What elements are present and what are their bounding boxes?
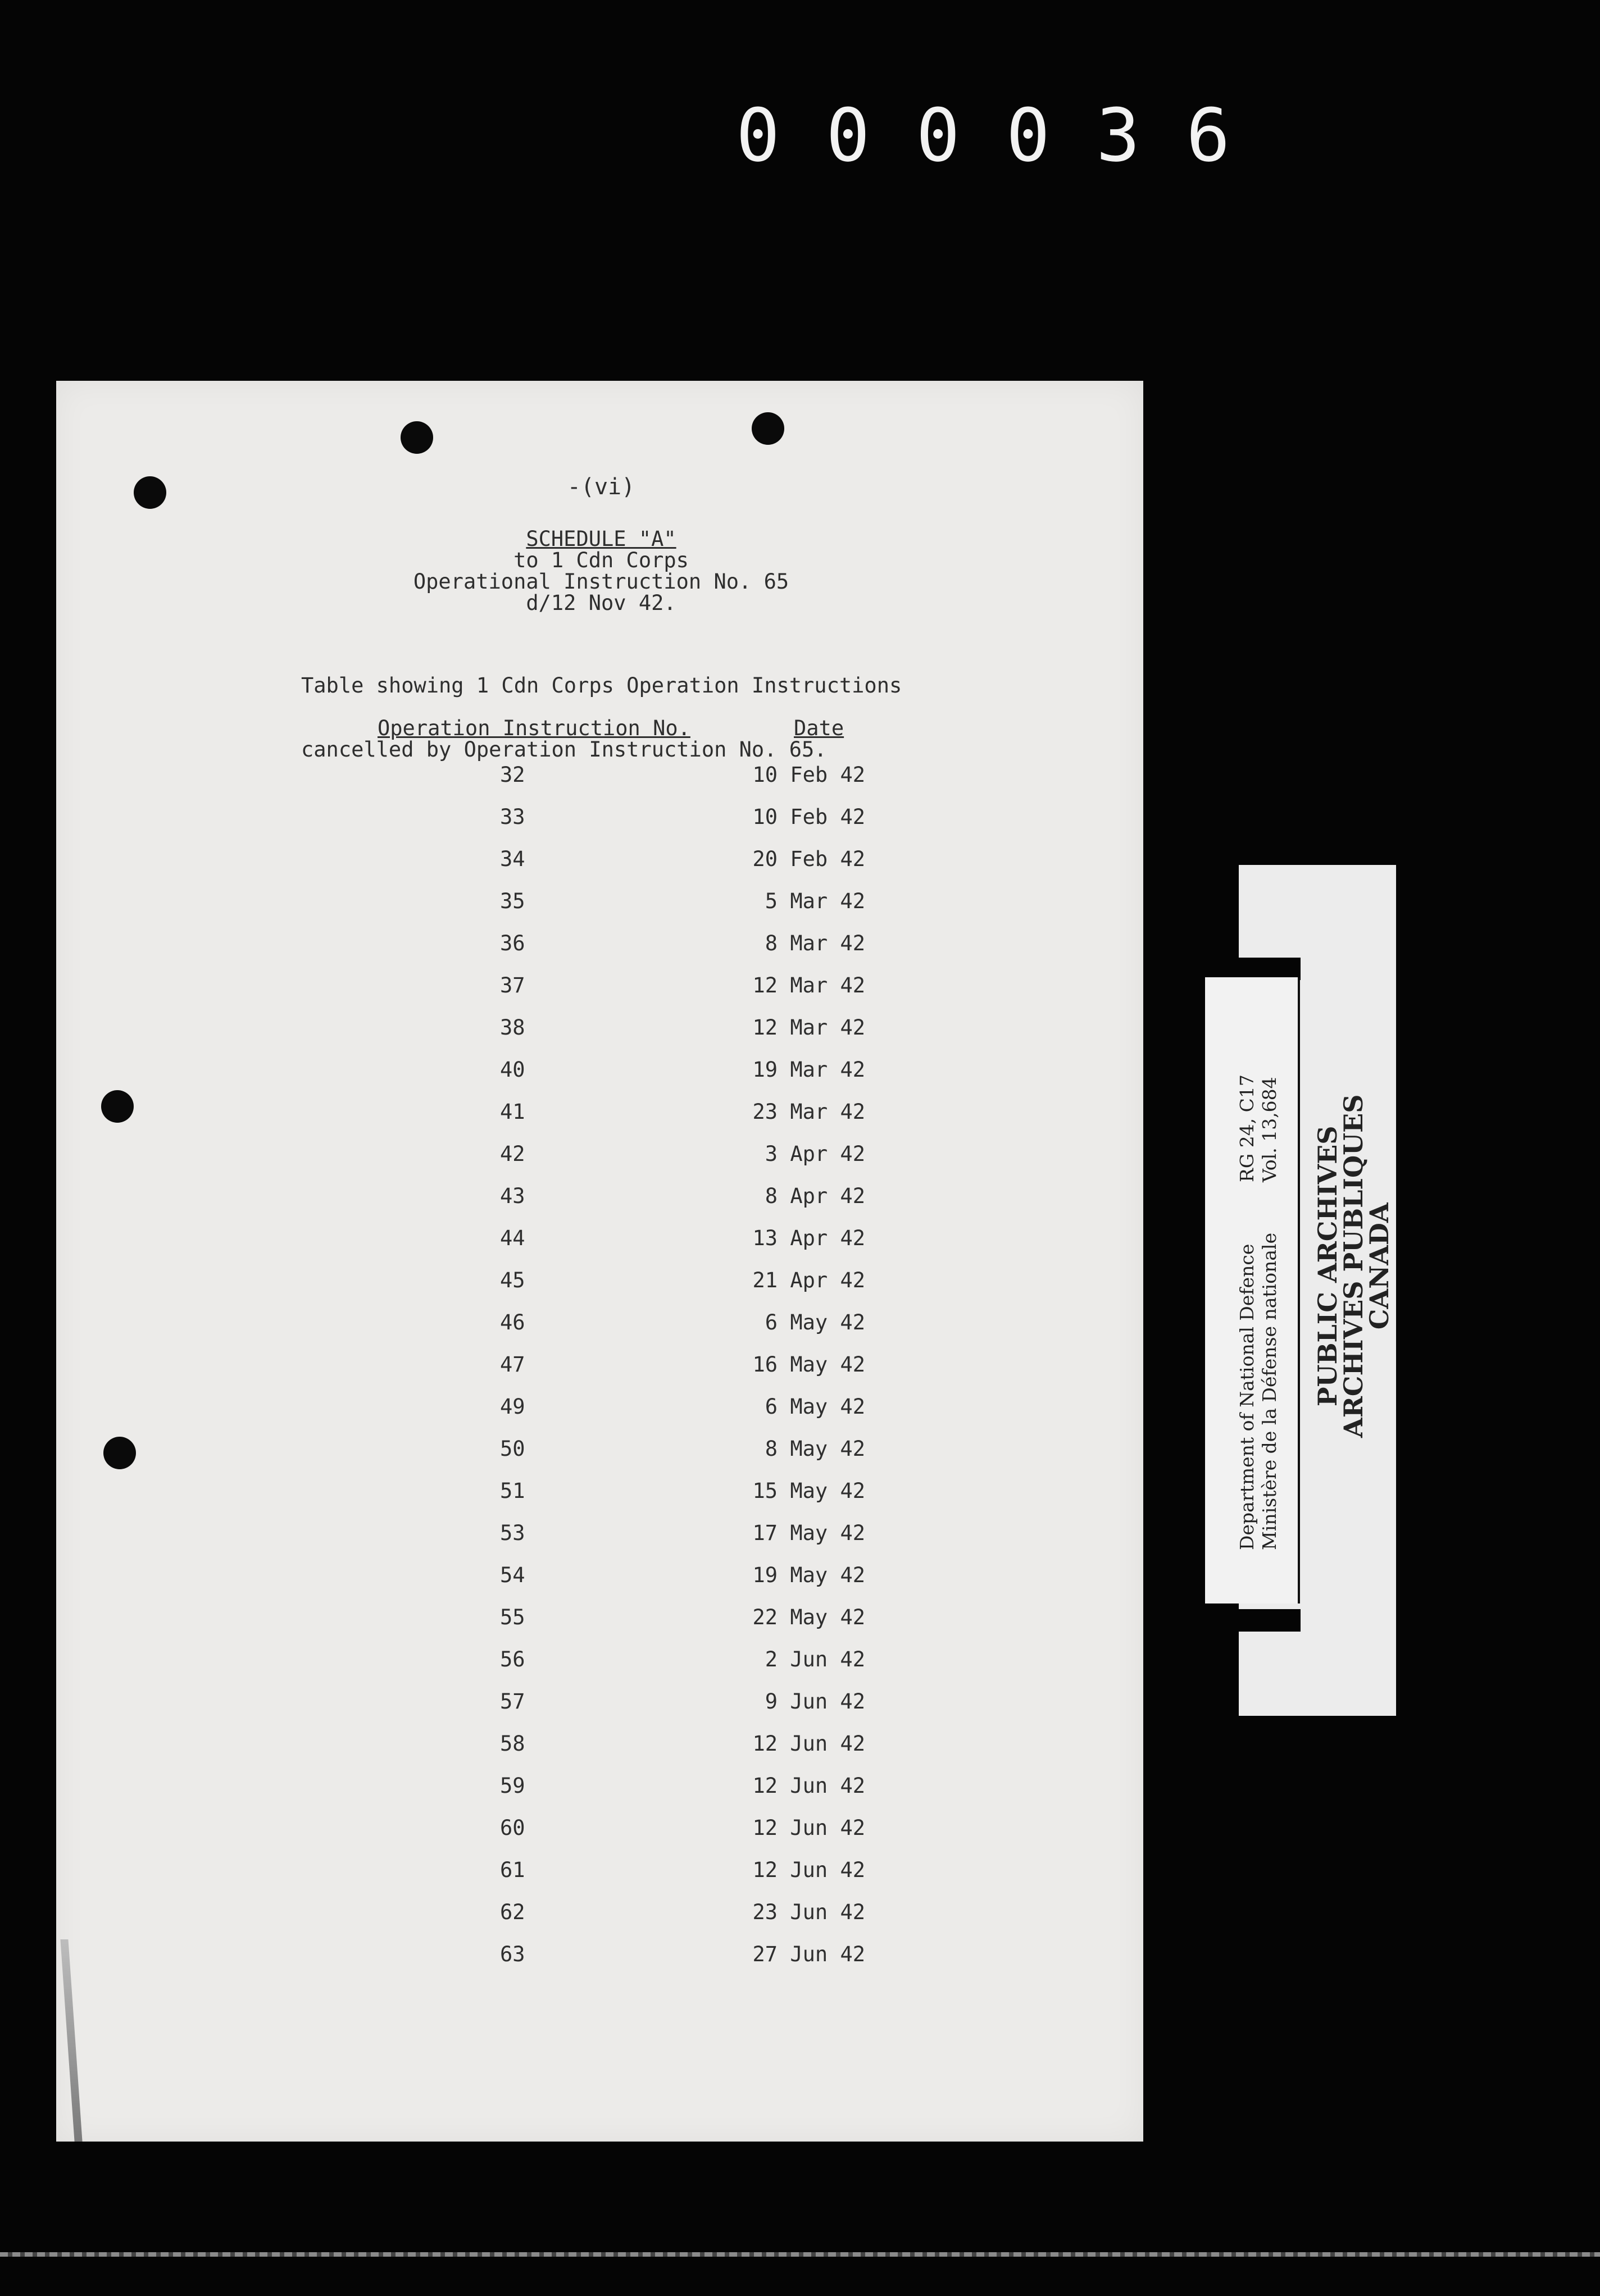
instruction-number: 44 bbox=[500, 1226, 525, 1250]
instruction-number: 38 bbox=[500, 1015, 525, 1040]
punch-hole bbox=[401, 421, 433, 454]
archive-line: PUBLIC ARCHIVES bbox=[1312, 1126, 1343, 1407]
instruction-number: 41 bbox=[500, 1100, 525, 1124]
table-row bbox=[56, 1775, 1143, 1817]
table-row bbox=[56, 1438, 1143, 1480]
punch-hole bbox=[752, 412, 784, 445]
heading-line: Operational Instruction No. 65 bbox=[413, 570, 789, 594]
table-row bbox=[56, 1270, 1143, 1312]
instruction-date: 5 Mar 42 bbox=[765, 889, 865, 913]
schedule-title: SCHEDULE "A" bbox=[526, 527, 676, 551]
table-row bbox=[56, 807, 1143, 849]
instruction-number: 50 bbox=[500, 1437, 525, 1461]
instruction-number: 36 bbox=[500, 931, 525, 955]
column-header-date: Date bbox=[794, 716, 844, 740]
instruction-number: 61 bbox=[500, 1858, 525, 1882]
record-group-label bbox=[1236, 1074, 1281, 1182]
instruction-date: 16 May 42 bbox=[752, 1352, 865, 1377]
volume-line: Vol. 13,684 bbox=[1258, 1077, 1280, 1182]
frame-number: 000036 bbox=[736, 93, 1276, 178]
instruction-date: 12 Jun 42 bbox=[752, 1774, 865, 1798]
archive-line: CANADA bbox=[1364, 1202, 1394, 1330]
instruction-number: 40 bbox=[500, 1058, 525, 1082]
instruction-date: 12 Jun 42 bbox=[752, 1858, 865, 1882]
tab-notch bbox=[1239, 1609, 1301, 1632]
record-group-line: RG 24, C17 bbox=[1236, 1074, 1258, 1182]
instruction-number: 37 bbox=[500, 973, 525, 997]
instruction-number: 49 bbox=[500, 1395, 525, 1419]
table-row bbox=[56, 1354, 1143, 1396]
instruction-date: 6 May 42 bbox=[765, 1395, 865, 1419]
table-row bbox=[56, 1691, 1143, 1733]
instruction-number: 54 bbox=[500, 1563, 525, 1587]
instruction-number: 60 bbox=[500, 1816, 525, 1840]
public-archives-label bbox=[1312, 1094, 1394, 1438]
instruction-number: 63 bbox=[500, 1942, 525, 1966]
department-label bbox=[1236, 1233, 1281, 1550]
instruction-number: 56 bbox=[500, 1647, 525, 1671]
instruction-date: 12 Mar 42 bbox=[752, 973, 865, 997]
instruction-date: 8 May 42 bbox=[765, 1437, 865, 1461]
instruction-number: 45 bbox=[500, 1268, 525, 1292]
instruction-date: 9 Jun 42 bbox=[765, 1689, 865, 1714]
instruction-number: 34 bbox=[500, 847, 525, 871]
table-row bbox=[56, 1860, 1143, 1902]
instruction-date: 13 Apr 42 bbox=[752, 1226, 865, 1250]
table-row bbox=[56, 975, 1143, 1017]
instruction-date: 23 Jun 42 bbox=[752, 1900, 865, 1924]
table-row bbox=[56, 1607, 1143, 1649]
instruction-date: 6 May 42 bbox=[765, 1310, 865, 1334]
instruction-date: 27 Jun 42 bbox=[752, 1942, 865, 1966]
instruction-date: 8 Mar 42 bbox=[765, 931, 865, 955]
table-row bbox=[56, 1480, 1143, 1523]
instruction-date: 12 Mar 42 bbox=[752, 1015, 865, 1040]
table-row bbox=[56, 1902, 1143, 1944]
table-row bbox=[56, 1101, 1143, 1144]
table-row bbox=[56, 1817, 1143, 1860]
instruction-date: 17 May 42 bbox=[752, 1521, 865, 1545]
instruction-number: 35 bbox=[500, 889, 525, 913]
table-row bbox=[56, 891, 1143, 933]
instruction-date: 8 Apr 42 bbox=[765, 1184, 865, 1208]
department-line: Ministère de la Défense nationale bbox=[1258, 1232, 1280, 1550]
instruction-table bbox=[56, 764, 1143, 1986]
instruction-date: 23 Mar 42 bbox=[752, 1100, 865, 1124]
page-marker: -(vi) bbox=[567, 474, 635, 500]
instruction-number: 59 bbox=[500, 1774, 525, 1798]
table-row bbox=[56, 1649, 1143, 1691]
table-row bbox=[56, 1186, 1143, 1228]
instruction-date: 10 Feb 42 bbox=[752, 763, 865, 787]
table-row bbox=[56, 1144, 1143, 1186]
instruction-number: 33 bbox=[500, 805, 525, 829]
column-header-instruction: Operation Instruction No. bbox=[378, 716, 690, 740]
instruction-number: 43 bbox=[500, 1184, 525, 1208]
instruction-number: 58 bbox=[500, 1732, 525, 1756]
instruction-number: 51 bbox=[500, 1479, 525, 1503]
instruction-number: 32 bbox=[500, 763, 525, 787]
heading-line: to 1 Cdn Corps bbox=[513, 548, 689, 572]
table-row bbox=[56, 1312, 1143, 1354]
instruction-number: 57 bbox=[500, 1689, 525, 1714]
document-page bbox=[56, 381, 1143, 2142]
intro-line: Table showing 1 Cdn Corps Operation Instructions bbox=[301, 673, 902, 698]
heading-line: d/12 Nov 42. bbox=[526, 591, 676, 615]
instruction-date: 20 Feb 42 bbox=[752, 847, 865, 871]
intro-line: cancelled by Operation Instruction No. 65. bbox=[301, 737, 827, 762]
instruction-date: 10 Feb 42 bbox=[752, 805, 865, 829]
instruction-date: 2 Jun 42 bbox=[765, 1647, 865, 1671]
instruction-number: 53 bbox=[500, 1521, 525, 1545]
instruction-date: 22 May 42 bbox=[752, 1605, 865, 1629]
table-row bbox=[56, 933, 1143, 975]
instruction-date: 12 Jun 42 bbox=[752, 1816, 865, 1840]
schedule-heading bbox=[303, 529, 899, 614]
instruction-number: 42 bbox=[500, 1142, 525, 1166]
instruction-number: 55 bbox=[500, 1605, 525, 1629]
table-row bbox=[56, 764, 1143, 807]
table-row bbox=[56, 1523, 1143, 1565]
table-row bbox=[56, 1944, 1143, 1986]
instruction-date: 3 Apr 42 bbox=[765, 1142, 865, 1166]
archive-line: ARCHIVES PUBLIQUES bbox=[1338, 1094, 1369, 1438]
department-line: Department of National Defence bbox=[1236, 1243, 1258, 1550]
table-row bbox=[56, 1228, 1143, 1270]
instruction-date: 19 May 42 bbox=[752, 1563, 865, 1587]
tab-notch bbox=[1239, 958, 1301, 980]
table-row bbox=[56, 1396, 1143, 1438]
table-row bbox=[56, 1565, 1143, 1607]
film-edge bbox=[0, 2252, 1600, 2257]
punch-hole bbox=[134, 476, 166, 509]
table-row bbox=[56, 1017, 1143, 1059]
instruction-number: 47 bbox=[500, 1352, 525, 1377]
table-row bbox=[56, 849, 1143, 891]
instruction-number: 62 bbox=[500, 1900, 525, 1924]
instruction-date: 15 May 42 bbox=[752, 1479, 865, 1503]
instruction-date: 19 Mar 42 bbox=[752, 1058, 865, 1082]
instruction-number: 46 bbox=[500, 1310, 525, 1334]
table-row bbox=[56, 1059, 1143, 1101]
instruction-date: 12 Jun 42 bbox=[752, 1732, 865, 1756]
instruction-date: 21 Apr 42 bbox=[752, 1268, 865, 1292]
table-row bbox=[56, 1733, 1143, 1775]
